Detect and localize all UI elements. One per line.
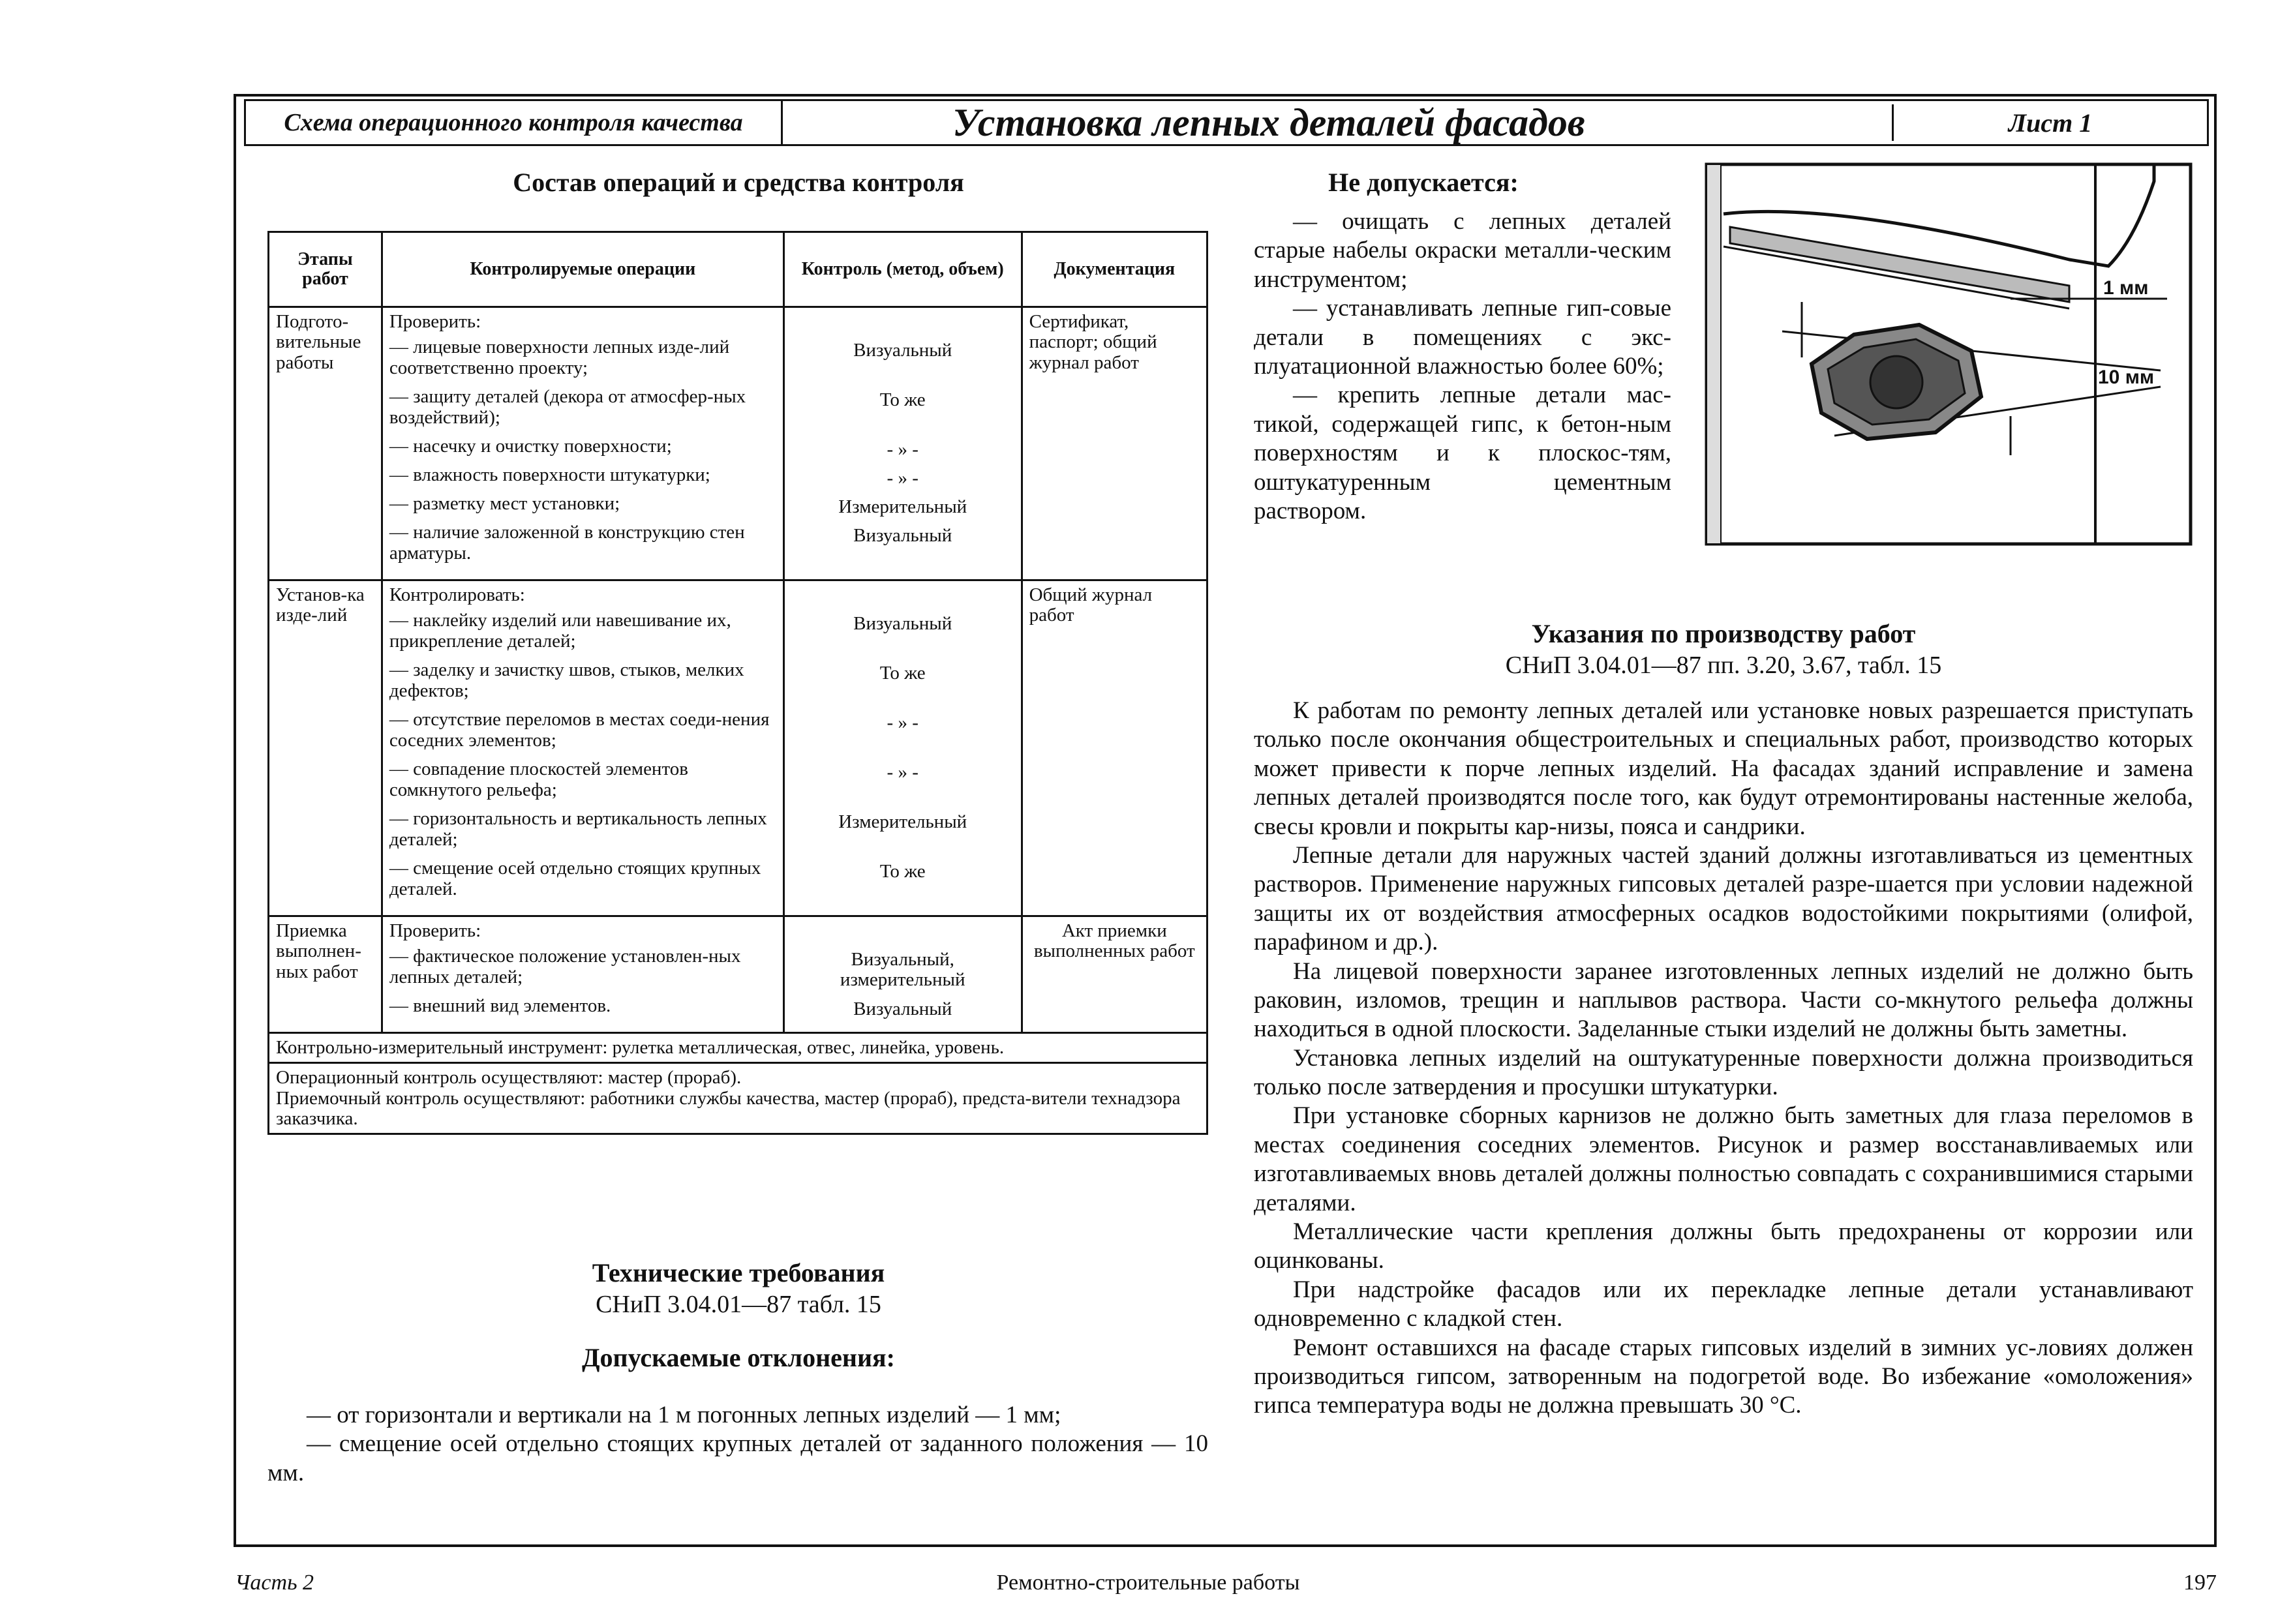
forbidden-list [1254,207,1671,526]
sheet-number: Лист 1 [2008,108,2093,138]
control-cell [783,580,1022,916]
header-stage: Этапы работ [269,232,382,307]
instruction-paragraph: К работам по ремонту лепных деталей или установке новых разрешается приступать только после окончания общестроительных и специальных работ, производство которых может привести к порче лепных изделий. На фасадах зданий исправление и замена лепных деталей производятся после того, как будут отремонтированы настенные желоба, свесы кровли и покрыты кар-низы, пояса и сандрики. [1254,697,2193,840]
op-item: — фактическое положение установлен-ных лепных деталей; [389,946,741,987]
ops-intro: Проверить: [389,311,481,332]
deviation-item: — от горизонтали и вертикали на 1 м погонных лепных изделий — 1 мм; [307,1402,1061,1428]
instruments-row [269,1033,1207,1063]
instruction-paragraph: При надстройке фасадов или их перекладке лепные детали устанавливают одновременно с кладкой стен. [1254,1276,2193,1332]
stage-cell: Подгото-вительные работы [269,307,382,580]
instruction-paragraph: Установка лепных изделий на оштукатуренные поверхности должна производиться только после затвердения и просушки штукатурки. [1254,1044,2193,1101]
ops-title: Состав операций и средства контроля [513,168,964,197]
op-item: — защиту деталей (декора от атмосфер-ных воздействий); [389,386,746,428]
op-item: — внешний вид элементов. [389,995,611,1017]
operations-cell [382,307,783,580]
control-item: Визуальный [853,613,952,634]
control-item [791,585,1014,609]
figure-label-10mm: 10 мм [2098,367,2155,388]
op-item: — наличие заложенной в конструкцию стен арматуры. [389,522,745,564]
header-left: Схема операционного контроля качества [246,101,783,144]
page-number: 197 [2183,1571,2217,1595]
control-item [791,312,1014,335]
control-row [269,1063,1207,1134]
control-item: - » - [887,762,919,783]
docs-cell: Общий журнал работ [1022,580,1207,916]
operations-cell [382,580,783,916]
deviations-list [267,1401,1208,1488]
control-item: - » - [887,439,919,460]
footer-part: Часть 2 [235,1571,314,1595]
control-item: То же [879,389,926,410]
control-cell [783,916,1022,1033]
instruction-paragraph: На лицевой поверхности заранее изготовленных лепных изделий не должно быть раковин, изломов, трещин и наплывов раствора. Части со-мкнутого рельефа должны находиться в одной плоскости. Заделанные стыки изделий не должны быть заметны. [1254,957,2193,1043]
control-line-2: Приемочный контроль осуществляют: работники службы качества, мастер (прораб), предста-вители технадзора заказчика. [276,1087,1181,1129]
table-row [269,580,1207,916]
op-item: — лицевые поверхности лепных изде-лий соответственно проекту; [389,337,730,378]
control-item: - » - [887,468,919,489]
ops-intro: Контролировать: [389,584,525,605]
instruction-paragraph: Ремонт оставшихся на фасаде старых гипсовых изделий в зимних ус-ловиях должен производиться гипсом, затворенным на подогретой воде. Во избежание «омоложения» гипса температура воды не должна превышать 30 °С. [1254,1334,2193,1419]
header-operations: Контролируемые операции [382,232,783,307]
instruments-cell: Контрольно-измерительный инструмент: рулетка металлическая, отвес, линейка, уровень. [269,1033,1207,1063]
op-item: — смещение осей отдельно стоящих крупных деталей. [389,858,761,899]
wall-edge [1707,164,1721,544]
control-item [791,921,1014,944]
table-row [269,916,1207,1033]
document-sheet [234,94,2217,1547]
control-item: - » - [887,712,919,733]
control-line-1: Операционный контроль осуществляют: мастер (прораб). [276,1067,742,1089]
footer-center: Ремонтно-строительные работы [996,1571,1300,1595]
docs-cell: Акт приемки выполненных работ [1022,916,1207,1033]
stage-cell: Установ-ка изде-лий [269,580,382,916]
op-item: — влажность поверхности штукатурки; [389,464,710,486]
control-item: То же [879,861,926,882]
forbidden-title: Не допускается: [1328,168,1519,197]
control-cell [783,307,1022,580]
instructions-snip: СНиП 3.04.01—87 пп. 3.20, 3.67, табл. 15 [1505,652,1942,679]
control-item: Измерительный [838,496,967,517]
control-item: Визуальный [853,525,952,546]
tech-snip: СНиП 3.04.01—87 табл. 15 [596,1291,881,1318]
document-title: Установка лепных деталей фасадов [952,100,1585,144]
operations-table [267,231,1208,1135]
molding-figure [1704,162,2194,547]
docs-cell: Сертификат, паспорт; общий журнал работ [1022,307,1207,580]
tech-title: Технические требования [592,1258,885,1287]
ops-intro: Проверить: [389,920,481,941]
op-item: — совпадение плоскостей элементов сомкнутого рельефа; [389,759,688,800]
table-row [269,307,1207,580]
figure-label-1mm: 1 мм [2103,277,2149,299]
forbidden-item: — крепить лепные детали мас-тикой, содержащей гипс, к бетон-ным поверхностям и к плоскос-тям, оштукатуренным цементным раствором. [1254,382,1671,524]
instruction-paragraph: Металлические части крепления должны быть предохранены от коррозии или оцинкованы. [1254,1218,2193,1274]
operations-cell [382,916,783,1033]
control-personnel-cell [269,1063,1207,1134]
forbidden-item: — очищать с лепных деталей старые набелы окраски металли-ческим инструментом; [1254,208,1671,293]
instruction-paragraph: Лепные детали для наружных частей зданий должны изготавливаться из цементных растворов. Применение наружных гипсовых деталей разре-шается при условии надежной защиты их от воздействия атмосферных осадков водостойкими покрытиями (олифой, парафином и др.). [1254,841,2193,956]
control-item: Визуальный [853,999,952,1019]
op-item: — наклейку изделий или навешивание их, прикрепление деталей; [389,610,731,652]
instruction-paragraph: При установке сборных карнизов не должно быть заметных для глаза переломов в местах соединения соседних элементов. Рисунок и размер восстанавливаемых или изготавливаемых вновь деталей должны полностью совпадать с сохранившимися старыми деталями. [1254,1102,2193,1216]
header-bar [244,99,2209,146]
op-item: — разметку мест установки; [389,493,620,515]
control-item: Визуальный [853,340,952,361]
op-item: — насечку и очистку поверхности; [389,436,672,457]
op-item: — заделку и зачистку швов, стыков, мелких дефектов; [389,659,744,701]
stage-cell: Приемка выполнен-ных работ [269,916,382,1033]
instructions-text [1254,697,2193,1421]
control-item: То же [879,663,926,684]
deviations-title: Допускаемые отклонения: [582,1343,895,1372]
op-item: — горизонтальность и вертикальность лепных деталей; [389,808,767,850]
table-header-row [269,232,1207,307]
forbidden-item: — устанавливать лепные гип-совые детали в помещениях с экс-плуатационной влажностью более 60%; [1254,295,1671,380]
instructions-title: Указания по производству работ [1531,619,1916,648]
control-item: Визуальный, измерительный [840,949,965,991]
header-control: Контроль (метод, объем) [783,232,1022,307]
header-docs: Документация [1022,232,1207,307]
deviation-item: — смещение осей отдельно стоящих крупных деталей от заданного положения — 10 мм. [267,1430,1208,1486]
control-item: Измерительный [838,811,967,832]
op-item: — отсутствие переломов в местах соеди-нения соседних элементов; [389,709,770,751]
rosette-center [1870,356,1922,408]
